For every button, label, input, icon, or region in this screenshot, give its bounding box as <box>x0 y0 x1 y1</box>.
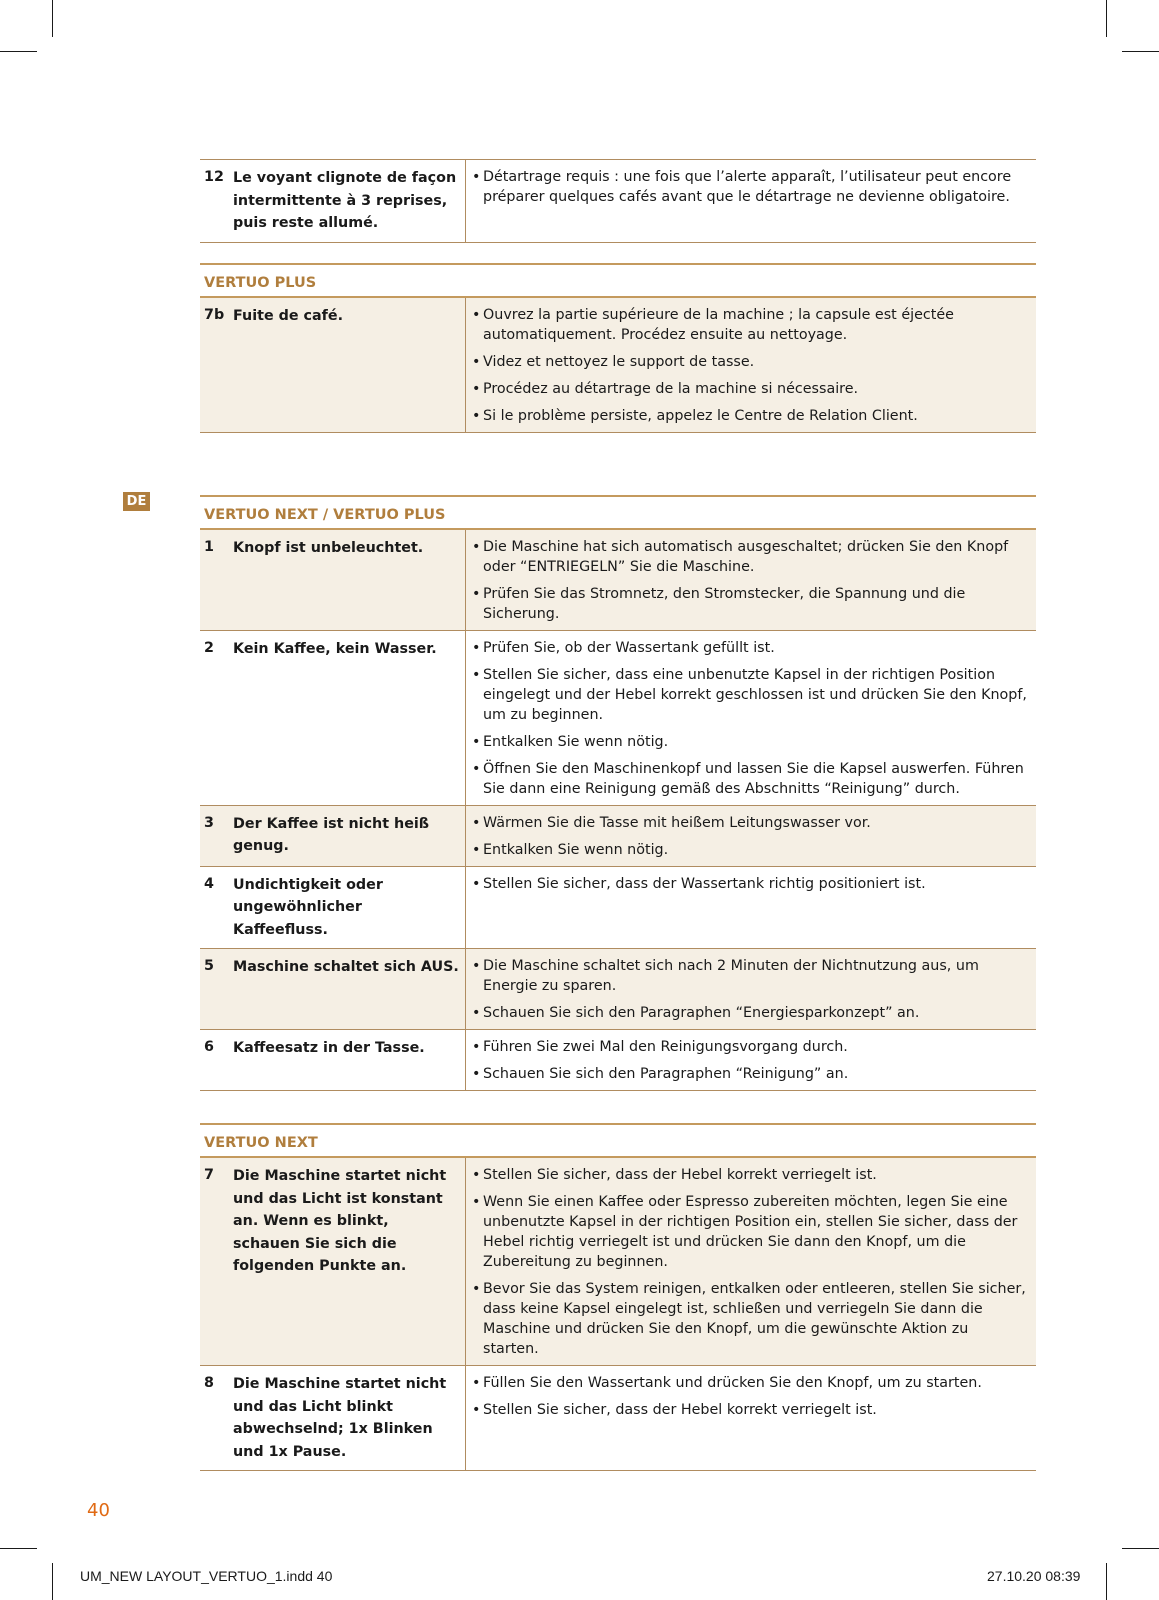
solution-item <box>472 305 1028 345</box>
problem-cell <box>200 1030 466 1090</box>
solution-text: Stellen Sie sicher, dass eine unbenutzte Kapsel in der richtigen Position eingelegt und der Hebel korrekt geschlossen ist und drücken Sie den Knopf, um zu beginnen. <box>483 666 1027 723</box>
solution-item <box>472 956 1028 996</box>
section-block <box>200 1123 1036 1471</box>
solution-cell <box>466 160 1036 242</box>
table-row <box>200 160 1036 243</box>
problem-description: Die Maschine startet nicht und das Licht blinkt abwechselnd; 1x Blinken und 1x Pause. <box>233 1376 447 1460</box>
problem-cell <box>200 530 466 630</box>
crop-mark <box>1106 0 1107 37</box>
table-row <box>200 631 1036 806</box>
solution-item <box>472 167 1028 207</box>
problem-cell <box>200 1366 466 1470</box>
section-header: VERTUO NEXT / VERTUO PLUS <box>200 495 1036 530</box>
solution-text: Bevor Sie das System reinigen, entkalken oder entleeren, stellen Sie sicher, dass keine Kapsel eingelegt ist, schließen und verriegeln Sie dann die Maschine und drücken Sie den Knopf, um die gewünschte Aktion zu starten. <box>483 1281 1026 1357</box>
slug-filename: UM_NEW LAYOUT_VERTUO_1.indd 40 <box>80 1568 333 1584</box>
crop-mark <box>1106 1563 1107 1600</box>
bullet-icon: • <box>472 958 481 974</box>
solution-cell <box>466 530 1036 630</box>
solution-text: Stellen Sie sicher, dass der Wassertank richtig positioniert ist. <box>483 875 926 892</box>
solution-cell <box>466 949 1036 1029</box>
problem-number: 4 <box>204 875 214 892</box>
slug-date: 27.10.20 08:39 <box>987 1568 1081 1584</box>
solution-cell <box>466 631 1036 805</box>
solution-text: Si le problème persiste, appelez le Centre de Relation Client. <box>483 407 918 424</box>
solution-item <box>472 813 1028 833</box>
table-row <box>200 530 1036 631</box>
problem-number: 6 <box>204 1039 214 1055</box>
problem-number: 2 <box>204 639 214 656</box>
crop-mark <box>52 1563 53 1600</box>
problem-description: Knopf ist unbeleuchtet. <box>233 539 424 556</box>
problem-number: 1 <box>204 538 214 555</box>
bullet-icon: • <box>472 1005 481 1021</box>
solution-text: Schauen Sie sich den Paragraphen “Energiesparkonzept” an. <box>483 1005 920 1021</box>
solution-text: Stellen Sie sicher, dass der Hebel korrekt verriegelt ist. <box>483 1402 877 1418</box>
bullet-icon: • <box>472 407 481 424</box>
bullet-icon: • <box>472 814 481 831</box>
solution-text: Entkalken Sie wenn nötig. <box>483 841 669 858</box>
solution-item <box>472 759 1028 799</box>
bullet-icon: • <box>472 733 481 750</box>
solution-item <box>472 352 1028 372</box>
table-row <box>200 1158 1036 1366</box>
problem-number: 12 <box>204 169 224 185</box>
problem-cell <box>200 298 466 432</box>
solution-item <box>472 638 1028 658</box>
bullet-icon: • <box>472 1402 481 1418</box>
problem-description: Le voyant clignote de façon intermittente à 3 reprises, puis reste allumé. <box>233 170 457 231</box>
section-block <box>200 263 1036 433</box>
problem-number: 5 <box>204 958 214 974</box>
solution-item <box>472 665 1028 725</box>
solution-text: Füllen Sie den Wassertank und drücken Sie den Knopf, um zu starten. <box>483 1375 982 1391</box>
problem-number: 8 <box>204 1375 214 1391</box>
solution-item <box>472 1192 1028 1272</box>
bullet-icon: • <box>472 169 481 185</box>
section-block <box>200 159 1036 243</box>
solution-item <box>472 732 1028 752</box>
solution-item <box>472 584 1028 624</box>
bullet-icon: • <box>472 353 481 370</box>
bullet-icon: • <box>472 1194 481 1210</box>
bullet-icon: • <box>472 666 481 683</box>
solution-item <box>472 1400 1028 1420</box>
solution-item <box>472 840 1028 860</box>
crop-mark <box>0 1548 37 1549</box>
crop-mark <box>0 51 37 52</box>
solution-cell <box>466 298 1036 432</box>
problem-number: 7b <box>204 306 225 323</box>
solution-text: Prüfen Sie das Stromnetz, den Stromstecker, die Spannung und die Sicherung. <box>483 585 966 622</box>
solution-cell <box>466 1030 1036 1090</box>
table-row <box>200 298 1036 433</box>
troubleshooting-table <box>200 159 1036 1471</box>
bullet-icon: • <box>472 841 481 858</box>
page-number: 40 <box>87 1500 110 1521</box>
solution-text: Stellen Sie sicher, dass der Hebel korrekt verriegelt ist. <box>483 1167 877 1183</box>
bullet-icon: • <box>472 538 481 555</box>
solution-item <box>472 406 1028 426</box>
table-row <box>200 1366 1036 1471</box>
problem-description: Kaffeesatz in der Tasse. <box>233 1040 425 1056</box>
crop-mark <box>1122 1548 1159 1549</box>
section-header: VERTUO PLUS <box>200 263 1036 298</box>
problem-description: Der Kaffee ist nicht heiß genug. <box>233 815 430 854</box>
bullet-icon: • <box>472 585 481 602</box>
bullet-icon: • <box>472 639 481 656</box>
solution-item <box>472 1165 1028 1185</box>
solution-cell <box>466 867 1036 949</box>
solution-text: Procédez au détartrage de la machine si nécessaire. <box>483 380 859 397</box>
solution-item <box>472 1064 1028 1084</box>
solution-cell <box>466 1366 1036 1470</box>
bullet-icon: • <box>472 306 481 323</box>
solution-text: Entkalken Sie wenn nötig. <box>483 733 669 750</box>
solution-text: Die Maschine schaltet sich nach 2 Minuten der Nichtnutzung aus, um Energie zu sparen. <box>483 958 979 994</box>
problem-description: Fuite de café. <box>233 307 344 324</box>
solution-text: Wenn Sie einen Kaffee oder Espresso zubereiten möchten, legen Sie eine unbenutzte Kapsel in der richtigen Position ein, stellen Sie sicher, dass der Hebel richtig verriegelt ist und drücken Sie dann den Knopf, um die Zubereitung zu beginnen. <box>483 1194 1018 1270</box>
crop-mark <box>52 0 53 37</box>
crop-mark <box>1122 51 1159 52</box>
solution-text: Schauen Sie sich den Paragraphen “Reinigung” an. <box>483 1066 849 1082</box>
solution-item <box>472 379 1028 399</box>
bullet-icon: • <box>472 1281 481 1297</box>
solution-text: Détartrage requis : une fois que l’alerte apparaît, l’utilisateur peut encore préparer quelques cafés avant que le détartrage ne devienne obligatoire. <box>483 169 1012 205</box>
solution-item <box>472 1373 1028 1393</box>
solution-cell <box>466 806 1036 866</box>
bullet-icon: • <box>472 1167 481 1183</box>
solution-text: Wärmen Sie die Tasse mit heißem Leitungswasser vor. <box>483 814 871 831</box>
bullet-icon: • <box>472 1066 481 1082</box>
solution-item <box>472 874 1028 894</box>
solution-text: Öffnen Sie den Maschinenkopf und lassen Sie die Kapsel auswerfen. Führen Sie dann eine Reinigung gemäß des Abschnitts “Reinigung” durch. <box>483 760 1024 797</box>
bullet-icon: • <box>472 1039 481 1055</box>
bullet-icon: • <box>472 380 481 397</box>
problem-description: Kein Kaffee, kein Wasser. <box>233 640 437 657</box>
problem-cell <box>200 806 466 866</box>
solution-cell <box>466 1158 1036 1365</box>
problem-cell <box>200 867 466 949</box>
bullet-icon: • <box>472 1375 481 1391</box>
solution-item <box>472 537 1028 577</box>
table-row <box>200 806 1036 867</box>
problem-cell <box>200 631 466 805</box>
solution-item <box>472 1037 1028 1057</box>
solution-text: Ouvrez la partie supérieure de la machine ; la capsule est éjectée automatiquement. Procédez ensuite au nettoyage. <box>483 306 954 343</box>
table-row <box>200 1030 1036 1091</box>
problem-description: Die Maschine startet nicht und das Licht ist konstant an. Wenn es blinkt, schauen Sie sich die folgenden Punkte an. <box>233 1168 447 1274</box>
problem-cell <box>200 949 466 1029</box>
section-header: VERTUO NEXT <box>200 1123 1036 1158</box>
solution-item <box>472 1279 1028 1359</box>
problem-cell <box>200 160 466 242</box>
section-block <box>200 495 1036 1092</box>
problem-description: Maschine schaltet sich AUS. <box>233 959 459 975</box>
problem-cell <box>200 1158 466 1365</box>
solution-text: Die Maschine hat sich automatisch ausgeschaltet; drücken Sie den Knopf oder “ENTRIEGELN” Sie die Maschine. <box>483 538 1009 575</box>
problem-description: Undichtigkeit oder ungewöhnlicher Kaffeefluss. <box>233 876 383 938</box>
problem-number: 7 <box>204 1167 214 1183</box>
problem-number: 3 <box>204 814 214 831</box>
bullet-icon: • <box>472 875 481 892</box>
bullet-icon: • <box>472 760 481 777</box>
table-row <box>200 949 1036 1030</box>
solution-text: Prüfen Sie, ob der Wassertank gefüllt ist. <box>483 639 775 656</box>
solution-item <box>472 1003 1028 1023</box>
language-badge: DE <box>123 492 150 511</box>
solution-text: Videz et nettoyez le support de tasse. <box>483 353 755 370</box>
solution-text: Führen Sie zwei Mal den Reinigungsvorgang durch. <box>483 1039 848 1055</box>
table-row <box>200 867 1036 950</box>
